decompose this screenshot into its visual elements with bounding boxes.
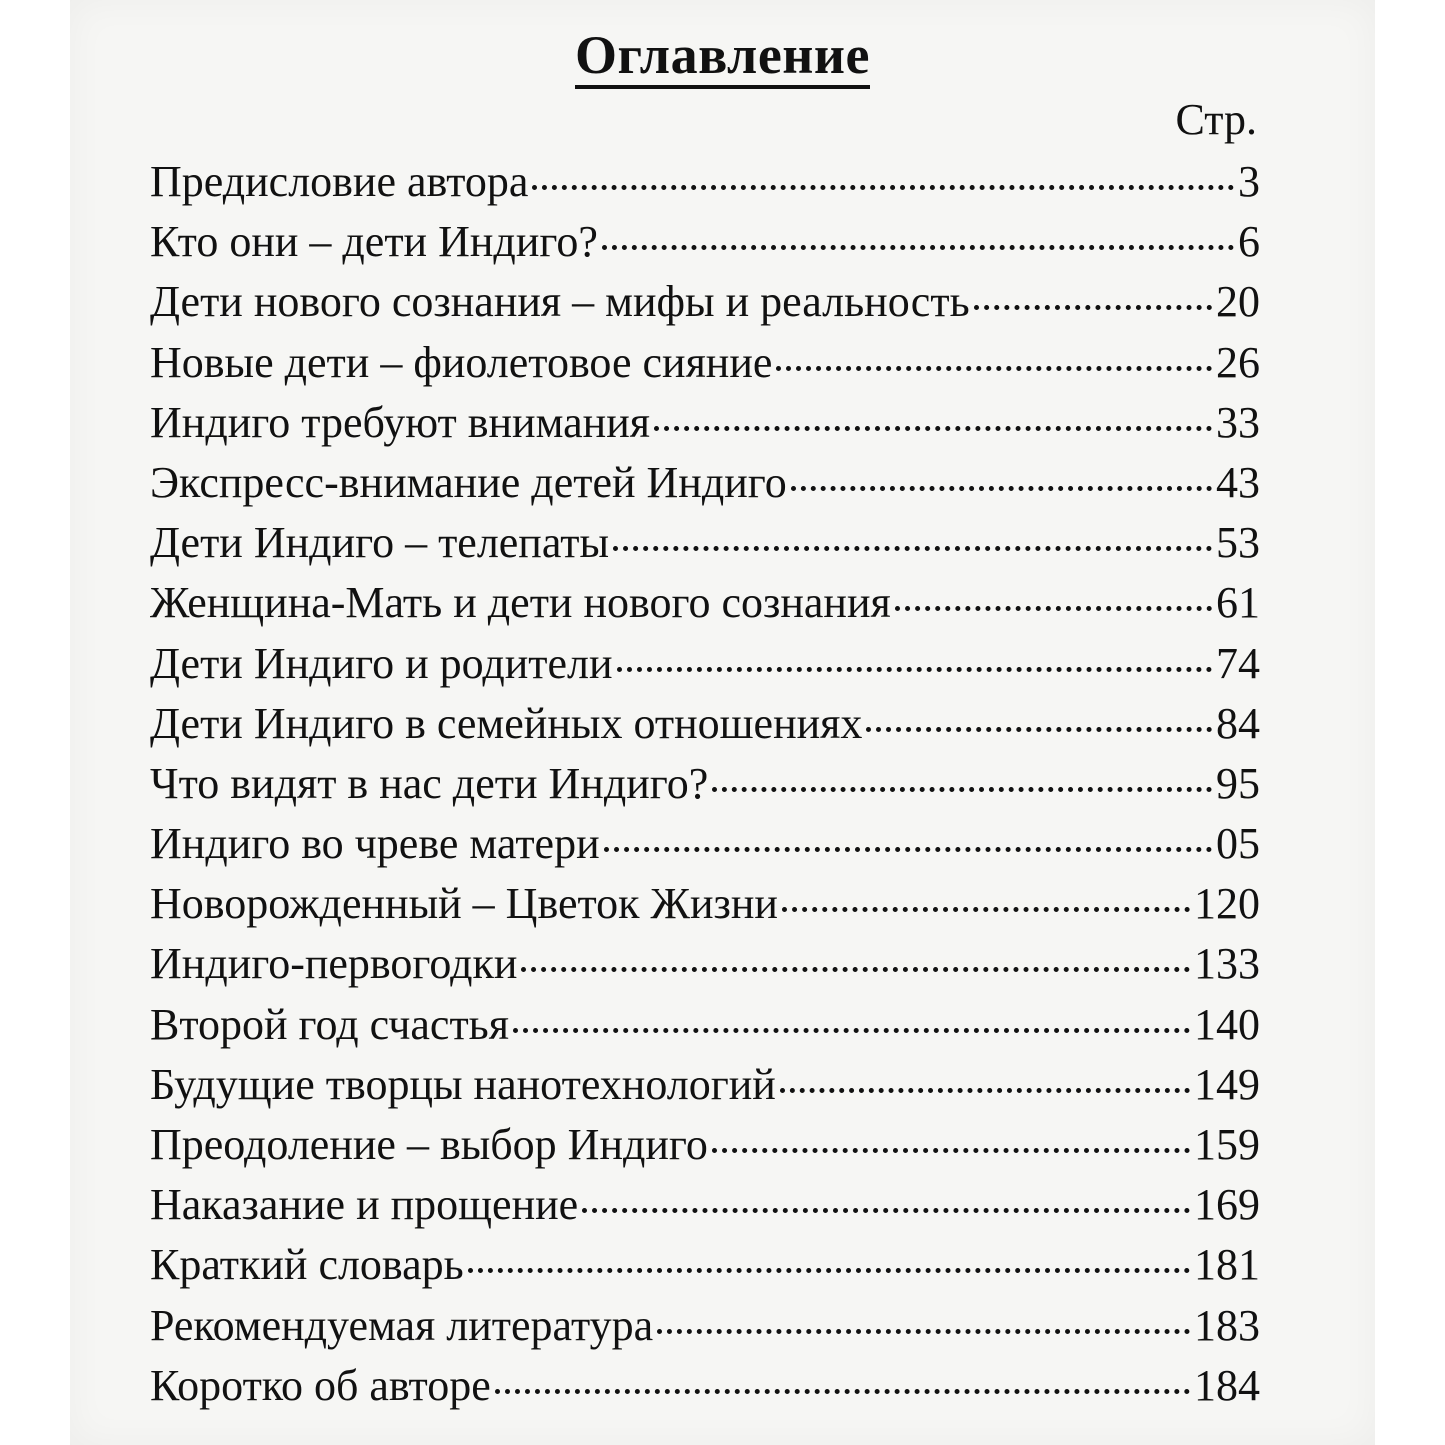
toc-entry-title: Дети Индиго – телепаты <box>150 518 610 568</box>
toc-entry <box>150 333 1260 393</box>
toc-entry-page-number: 20 <box>1216 277 1260 327</box>
toc-entry <box>150 152 1260 212</box>
toc-entry <box>150 1115 1260 1175</box>
toc-entry-title: Экспресс-внимание детей Индиго <box>150 457 787 507</box>
toc-entry-page-number: 53 <box>1216 518 1260 568</box>
toc-entry-title: Наказание и прощение <box>150 1180 579 1230</box>
toc-entry <box>150 573 1260 633</box>
dot-leader <box>532 185 1234 190</box>
dot-leader <box>468 1268 1190 1273</box>
toc-entry <box>150 212 1260 272</box>
toc-entry-page-number: 183 <box>1194 1300 1260 1350</box>
dot-leader <box>602 245 1234 250</box>
toc-entry-page-number: 05 <box>1216 819 1260 869</box>
toc-entry <box>150 634 1260 694</box>
toc-entry-title: Коротко об авторе <box>150 1360 491 1410</box>
toc-entry-title: Предисловие автора <box>150 157 529 206</box>
toc-entry-page-number: 84 <box>1216 698 1260 748</box>
dot-leader <box>604 847 1212 852</box>
toc-entry <box>150 1175 1260 1235</box>
toc-entry-title: Кто они – дети Индиго? <box>150 217 598 267</box>
toc-entry-page-number: 74 <box>1216 638 1260 688</box>
dot-leader <box>617 667 1212 672</box>
dot-leader <box>895 606 1212 611</box>
toc-entry-title: Дети Индиго в семейных отношениях <box>150 698 863 748</box>
toc-entry-title: Новорожденный – Цветок Жизни <box>150 879 778 929</box>
toc-entry-title: Новые дети – фиолетовое сияние <box>150 337 773 387</box>
toc-entry-title: Индиго требуют внимания <box>150 397 651 447</box>
table-of-contents <box>150 152 1260 1416</box>
toc-entry-title: Второй год счастья <box>150 999 509 1049</box>
toc-entry-page-number: 61 <box>1216 578 1260 628</box>
dot-leader <box>513 1028 1190 1033</box>
toc-entry-title: Преодоление – выбор Индиго <box>150 1120 708 1169</box>
toc-entry-title: Женщина-Мать и дети нового сознания <box>150 578 891 628</box>
toc-entry-title: Дети нового сознания – мифы и реальность <box>150 277 970 327</box>
toc-entry-page-number: 95 <box>1216 758 1260 808</box>
dot-leader <box>657 1329 1190 1334</box>
dot-leader <box>776 366 1212 371</box>
toc-entry-page-number: 159 <box>1194 1120 1260 1169</box>
dot-leader <box>495 1389 1190 1394</box>
toc-entry <box>150 1235 1260 1295</box>
toc-entry <box>150 995 1260 1055</box>
toc-entry-title: Рекомендуемая литература <box>150 1300 654 1350</box>
dot-leader <box>974 305 1212 310</box>
toc-entry-page-number: 181 <box>1194 1240 1260 1290</box>
dot-leader <box>780 1088 1190 1093</box>
toc-entry-page-number: 33 <box>1216 397 1260 447</box>
page-title <box>0 20 1445 90</box>
dot-leader <box>654 426 1212 431</box>
toc-entry-title: Индиго-первогодки <box>150 939 518 989</box>
page-column-label: Стр. <box>1175 95 1257 144</box>
dot-leader <box>866 727 1212 732</box>
toc-entry-title: Дети Индиго и родители <box>150 638 613 688</box>
toc-entry <box>150 453 1260 513</box>
dot-leader <box>582 1208 1190 1213</box>
toc-entry-page-number: 149 <box>1194 1059 1260 1109</box>
toc-entry-page-number: 3 <box>1238 157 1260 206</box>
toc-entry <box>150 1356 1260 1416</box>
dot-leader <box>712 787 1212 792</box>
toc-entry <box>150 874 1260 934</box>
toc-entry <box>150 694 1260 754</box>
toc-entry <box>150 393 1260 453</box>
dot-leader <box>782 907 1190 912</box>
page-title-text: Оглавление <box>575 25 870 89</box>
toc-entry-page-number: 169 <box>1194 1180 1260 1230</box>
toc-entry-title: Что видят в нас дети Индиго? <box>150 758 709 808</box>
toc-entry-page-number: 120 <box>1194 879 1260 929</box>
toc-entry <box>150 272 1260 332</box>
toc-entry <box>150 934 1260 994</box>
dot-leader <box>712 1148 1190 1153</box>
toc-entry <box>150 754 1260 814</box>
dot-leader <box>791 486 1212 491</box>
toc-entry-page-number: 184 <box>1194 1360 1260 1410</box>
toc-entry-page-number: 26 <box>1216 337 1260 387</box>
toc-entry-page-number: 140 <box>1194 999 1260 1049</box>
toc-entry-page-number: 133 <box>1194 939 1260 989</box>
dot-leader <box>613 546 1212 551</box>
toc-entry-page-number: 43 <box>1216 457 1260 507</box>
toc-entry <box>150 1296 1260 1356</box>
toc-entry-title: Индиго во чреве матери <box>150 819 600 869</box>
toc-entry-title: Краткий словарь <box>150 1240 464 1290</box>
toc-entry <box>150 814 1260 874</box>
toc-entry-title: Будущие творцы нанотехнологий <box>150 1059 776 1109</box>
toc-entry-page-number: 6 <box>1238 217 1260 267</box>
dot-leader <box>521 967 1190 972</box>
toc-entry <box>150 513 1260 573</box>
toc-entry <box>150 1055 1260 1115</box>
